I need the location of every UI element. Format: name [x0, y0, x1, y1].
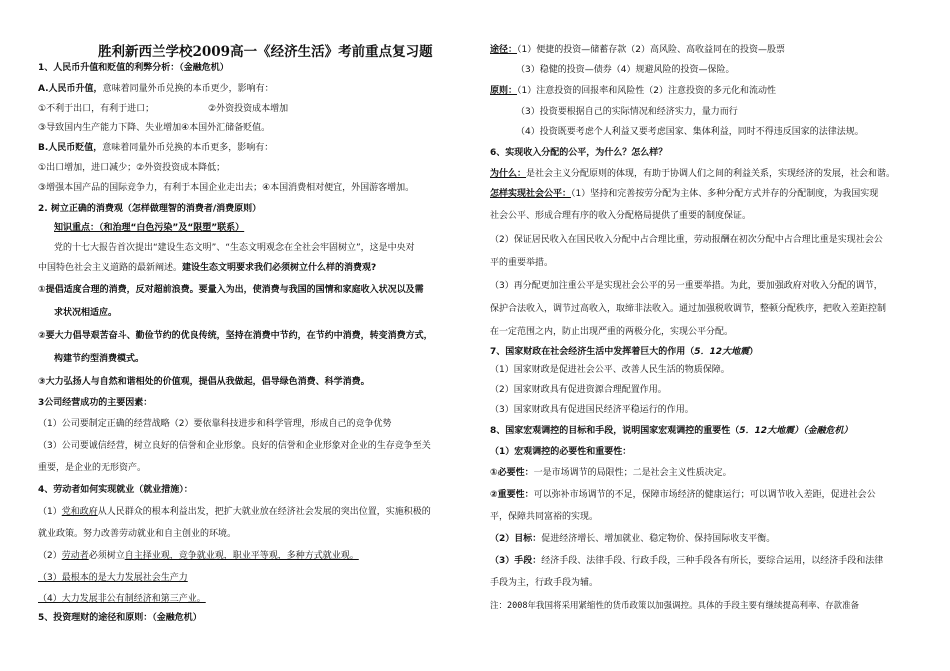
s2-point2-line1: ②要大力倡导艰苦奋斗、勤俭节约的优良传统，坚持在消费中节约，在节约中消费，转变消费方式，	[38, 331, 433, 341]
s4-p2-underlined2: 自主择业观，竞争就业观，职业平等观，多种方式就业观。	[124, 551, 359, 561]
s6-how-line5: （3）再分配更加注重公平是实现社会公平的另一重要举措。为此，要加强政府对收入分配的调节，	[490, 281, 883, 291]
s6-how-label: 怎样实现社会公平：	[490, 189, 572, 199]
note-line: 注：2008年我国将采用紧缩性的货币政策以加强调控。具体的手段主要有继续提高利率、存款准备	[490, 601, 859, 611]
s8-means-line2: 手段为主，行政手段为辅。	[490, 578, 599, 588]
s4-p2-underlined1: 劳动者	[61, 551, 89, 561]
s1-b-text: 意味着同量外币兑换的本币更多，影响有：	[102, 143, 274, 153]
section-3-heading: 3公司经营成功的主要因素：	[38, 398, 153, 408]
s1-a-point3: ③导致国内生产能力下降、失业增加④本国外汇储备贬值。	[38, 123, 271, 133]
s3-point2-line2: 重要，是企业的无形资产。	[38, 463, 147, 473]
s8-n2-label: ②重要性：	[490, 490, 534, 500]
s2-point1-line1: ①提倡适度合理的消费，反对超前浪费。要量入为出，使消费与我国的国情和家庭收入状况以及需	[38, 285, 424, 295]
yz-line3: （4）投资既要考虑个人利益又要考虑国家、集体利益，同时不得违反国家的法律法规。	[516, 127, 864, 137]
yz-line2: （3）投资要根据自己的实际情况和经济实力，量力而行	[516, 107, 738, 117]
s1-a-text: 意味着同量外币兑换的本币更少，影响有：	[102, 84, 274, 94]
s2-key-point	[54, 222, 244, 234]
section-1-heading: 1、人民币升值和贬值的利弊分析：（金融危机）	[38, 63, 229, 73]
s4-point4: （4）大力发展非公有制经济和第三产业。	[38, 594, 206, 604]
s7-point1: （1）国家财政是促进社会公平、改善人民生活的物质保障。	[490, 365, 730, 375]
section-6-heading: 6、实现收入分配的公平，为什么？怎么样？	[490, 148, 668, 158]
s6-how-1a: （1）坚持和完善按劳分配为主体、多种分配方式并存的分配制度，为我国实现	[571, 189, 879, 199]
s8-means	[490, 555, 883, 567]
s2-paragraph-line1: 党的十七大报告首次提出“建设生态文明”、“生态文明观念在全社会牢固树立”，这是中央对	[54, 243, 415, 253]
s8-n1-text: 一是市场调节的局限性；二是社会主义性质决定。	[533, 468, 732, 478]
s1-b-point1: ①出口增加，进口减少；②外资投资成本降低；	[38, 163, 226, 173]
s2-key-point-label: 知识重点：	[54, 223, 100, 233]
s8-importance-line2: 平，保障共同富裕的实现。	[490, 512, 599, 522]
s6-how-line7: 在一定范围之内，防止出现严重的两极分化，实现公平分配。	[490, 327, 734, 337]
yz-label: 原则：	[490, 86, 518, 96]
s8-goals	[490, 533, 775, 545]
section-2-heading: 2. 树立正确的消费观（怎样做理智的消费者/消费原则）	[38, 204, 262, 214]
s4-p1-underlined: 党和政府	[61, 507, 98, 517]
s4-point1-line1	[38, 506, 431, 518]
s2-question: 建设生态文明要求我们必须树立什么样的消费观?	[182, 263, 377, 273]
yz-text1: （1）注意投资的回报率和风险性（2）注意投资的多元化和流动性	[517, 86, 776, 96]
s7-point2: （2）国家财政具有促进资源合理配置作用。	[490, 385, 667, 395]
yz-line1	[490, 85, 776, 97]
s6-how-line4: 平的重要举措。	[490, 258, 554, 268]
tj-line1	[490, 44, 785, 56]
s2-key-point-text: （和治理“白色污染”及“限塑”联系）	[99, 223, 245, 233]
s2-point1-line2: 求状况相适应。	[54, 308, 118, 318]
s6-why-text: 是社会主义分配原则的体现，有助于协调人们之间的利益关系，实现经济的发展，社会和谐。	[526, 169, 896, 179]
s8-n3-label: （2）目标：	[490, 534, 542, 544]
s1-b-point2: ③增强本国产品的国际竞争力，有利于本国企业走出去；④本国消费相对便宜，外国游客增加。	[38, 183, 415, 193]
s8-importance	[490, 489, 876, 501]
section-7-heading	[490, 346, 758, 358]
s6-how-line2: 社会公平、形成合理有序的收入分配格局提供了重要的制度保证。	[490, 211, 752, 221]
s8-n3-text: 促进经济增长、增加就业、稳定物价、保持国际收支平衡。	[541, 534, 776, 544]
s6-why	[490, 168, 895, 180]
s4-p2-pre: （2）	[38, 551, 62, 561]
s2-point2-line2: 构建节约型消费模式。	[54, 354, 145, 364]
s7-heading-a: 7、国家财政在社会经济生活中发挥着巨大的作用（	[490, 347, 695, 357]
s6-how-line6: 保护合法收入，调节过高收入，取缔非法收入。通过加强税收调节，整顿分配秩序，把收入差距控制	[490, 304, 887, 314]
s6-how-line1	[490, 188, 878, 200]
s1-a-label: A.人民币升值，	[38, 84, 103, 94]
tj-text1: （1）便捷的投资—储蓄存款（2）高风险、高收益同在的投资—股票	[517, 45, 785, 55]
s1-a-point1: ①不利于出口，有利于进口；	[38, 104, 155, 114]
s8-n2-text: 可以弥补市场调节的不足，保障市场经济的健康运行；可以调节收入差距，促进社会公	[533, 490, 876, 500]
s4-p2-mid: 必须树立	[88, 551, 125, 561]
s1-b-line	[38, 142, 273, 154]
s7-point3: （3）国家财政具有促进国民经济平稳运行的作用。	[490, 405, 694, 415]
page-title: 胜利新西兰学校2009高一《经济生活》考前重点复习题	[98, 44, 433, 60]
section-8-heading	[490, 425, 853, 437]
s2-paragraph-line2	[38, 262, 376, 274]
s8-n4-text: 经济手段、法律手段、行政手段，三种手段各有所长，要综合运用，以经济手段和法律	[541, 556, 884, 566]
s4-p1-post: 从人民群众的根本利益出发，把扩大就业放在经济社会发展的突出位置，实施积极的	[97, 507, 431, 517]
s6-how-line3: （2）保证居民收入在国民收入分配中占合理比重，劳动报酬在初次分配中占合理比重是实现社会公	[490, 235, 883, 245]
s4-point1-line2: 就业政策。努力改善劳动就业和自主创业的环境。	[38, 529, 237, 539]
s6-why-label: 为什么：	[490, 169, 527, 179]
s1-b-label: B.人民币贬值，	[38, 143, 103, 153]
s7-heading-b: 5．12大地震	[694, 347, 750, 357]
s1-a-line	[38, 83, 274, 95]
s4-point3: （3）最根本的是大力发展社会生产力	[38, 573, 188, 583]
s8-heading-a: 8、国家宏观调控的目标和手段，说明国家宏观调控的重要性（	[490, 426, 740, 436]
s3-point2-line1: （3）公司要诚信经营，树立良好的信誉和企业形象。良好的信誉和企业形象对企业的生存竞争至关	[38, 441, 431, 451]
s7-heading-c: ）	[749, 347, 759, 357]
s8-necessity	[490, 467, 732, 479]
s8-n4-label: （3）手段：	[490, 556, 542, 566]
s2-point3: ③大力弘扬人与自然和谐相处的价值观，提倡从我做起，倡导绿色消费、科学消费。	[38, 377, 370, 387]
tj-line2: （3）稳健的投资—债券（4）规避风险的投资—保险。	[516, 65, 735, 75]
section-4-heading: 4、劳动者如何实现就业（就业措施）：	[38, 485, 193, 495]
s8-heading-b: 5．12大地震）（金融危机）	[739, 426, 853, 436]
s3-point1: （1）公司要制定正确的经营战略（2）要依靠科技进步和科学管理，形成自己的竞争优势	[38, 419, 392, 429]
section-5-heading: 5、投资理财的途径和原则：（金融危机）	[38, 613, 202, 623]
s8-n1-label: ①必要性：	[490, 468, 534, 478]
s8-subheading: （1）宏观调控的必要性和重要性：	[490, 447, 632, 457]
s4-point2	[38, 550, 359, 562]
s2-para2a: 中国特色社会主义道路的最新阐述。	[38, 263, 183, 273]
s1-a-point2: ②外资投资成本增加	[208, 104, 289, 114]
tj-label: 途径：	[490, 45, 518, 55]
s4-p1-pre: （1）	[38, 507, 62, 517]
